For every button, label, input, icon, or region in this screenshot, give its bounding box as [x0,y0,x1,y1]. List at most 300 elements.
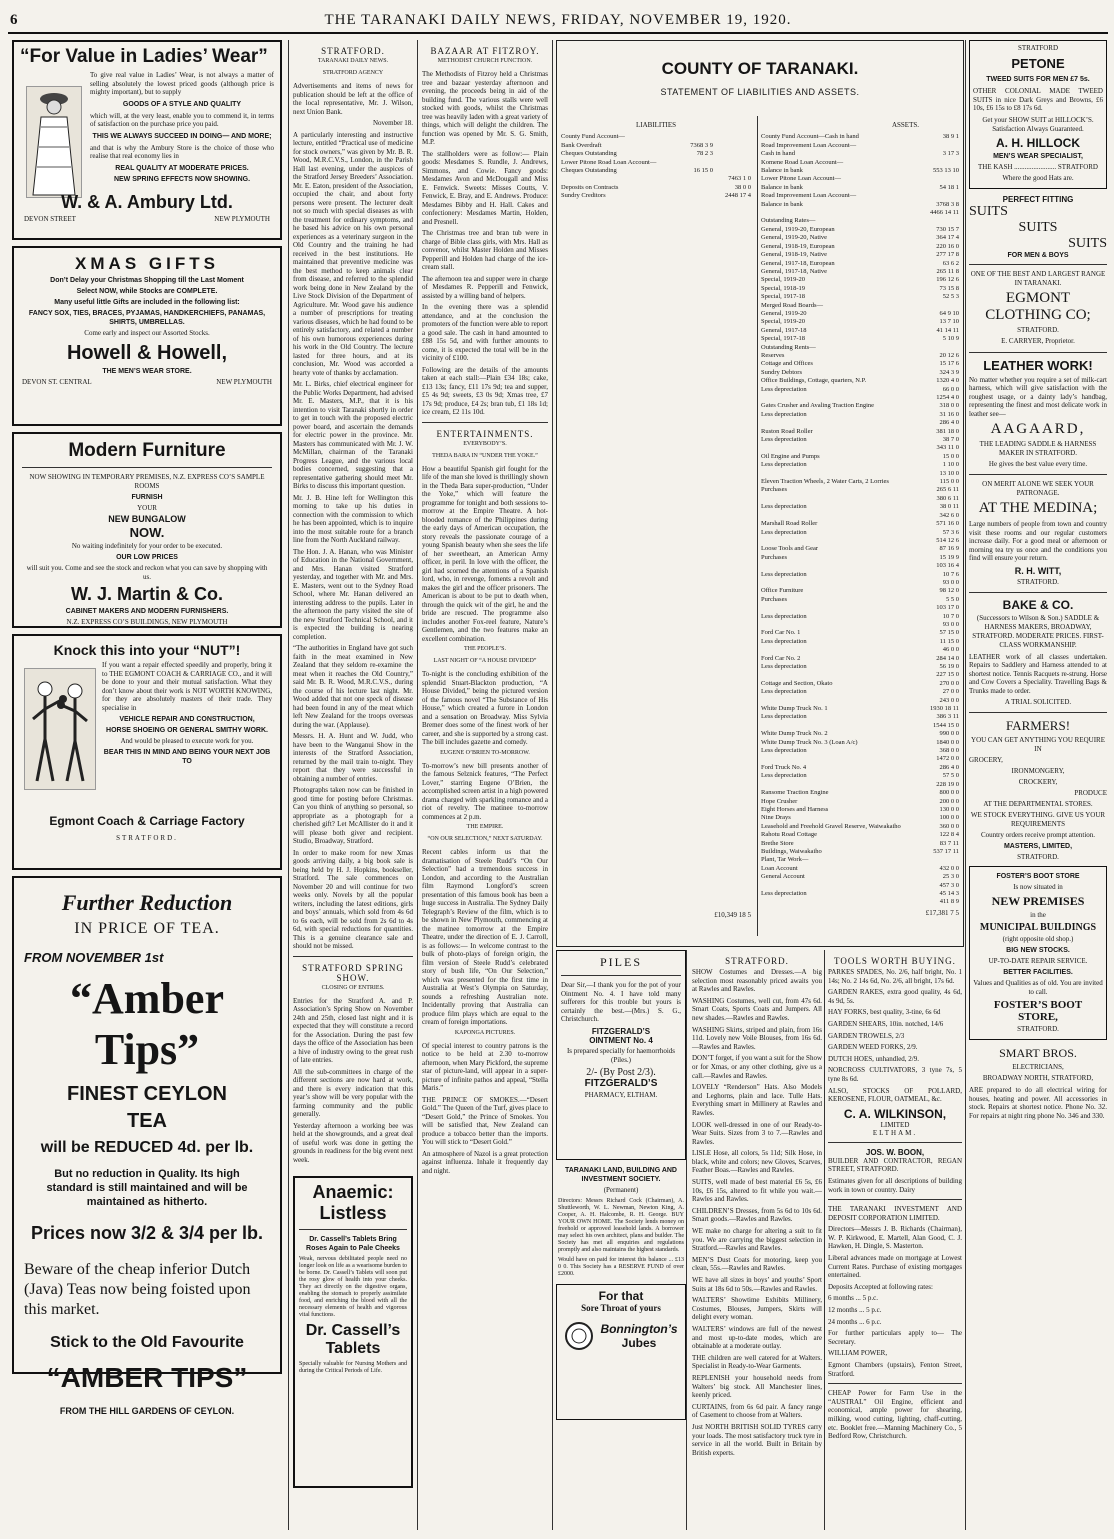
column-rule [417,40,418,1530]
asset-row [761,713,959,721]
asset-row [761,789,959,797]
witt-firm: R. H. WITT, [1014,565,1062,576]
asset-row [761,814,959,822]
asset-amount: 227 15 0 [936,671,959,679]
asset-row [761,755,959,763]
asset-row [761,243,959,251]
asset-amount: 54 18 1 [939,183,959,191]
asset-label [761,537,921,545]
asset-amount: 56 19 0 [939,663,959,670]
asset-label: General, 1918-19, European [761,242,835,250]
asset-row [761,781,959,789]
smart-sub: ELECTRICIANS, [1012,1063,1064,1071]
farmers-heading: FARMERS! [1005,718,1071,733]
stratford-para: The Hon. J. A. Hanan, who was Minister of Education in the National Government, and Mrs. Hanan visited Stratford yesterday, and together with Mr. and Mrs. E. Masters, went out to the Sydney Road School, where Mr. Hanan delivered an interesting address to the pupils. Later in the afternoon the party visited the site of the new Stratford Technical School, and it is expected the building is nearing completion. [293,547,413,641]
asset-amount: 13 7 10 [939,318,959,326]
asset-label: Plant, Tar Work— [761,856,809,864]
liability-row [561,192,751,200]
asset-label [761,646,921,654]
foster-line3: NEW PREMISES [991,894,1085,908]
foster-line9: BETTER FACILITIES. [1003,969,1073,976]
asset-amount: 11 15 0 [939,637,959,645]
classified-item: WALTERS’ windows are full of the newest and most up-to-date modes, which are obtainable at a moderate outlay. [692,1324,822,1351]
asset-label: Balance in bank [761,167,803,175]
asset-amount: 286 4 0 [939,419,959,427]
tools-item: ALSO, STOCKS OF POLLARD, KEROSENE, FLOUR, OATMEAL, &c. [828,1086,962,1104]
bake-heading: BAKE & CO. [1002,597,1074,612]
cassells-tablets-ad [293,1176,413,1488]
asset-amount: 45 14 3 [939,889,959,897]
tools-item: GARDEN TROWELS, 2/3 [828,1031,905,1040]
asset-row [761,486,959,494]
asset-label: Road Improvement Loan Account— [761,141,857,149]
asset-label: Less depreciation [761,410,807,418]
ambury-line3: REAL QUALITY AT MODERATE PRICES. [115,164,249,172]
asset-label: General, 1917-18, European [761,259,835,267]
liability-amount [713,167,751,175]
liability-amount: 7368 3 9 [690,141,713,149]
tools-item: HAY FORKS, best quality, 3-tine, 6s 6d [828,1008,941,1017]
investment-rate: 24 months ... 6 p.c. [828,1317,882,1326]
asset-amount: 228 19 0 [936,780,959,788]
ambury-headline: “For Value in Ladies’ Wear” [20,46,268,67]
asset-row [761,596,959,604]
asset-amount: 243 0 0 [939,696,959,704]
asset-label: Less depreciation [761,436,807,444]
asset-row [761,402,959,410]
page-number: 6 [10,12,19,28]
asset-label [761,604,921,612]
asset-label: General, 1919-20, Native [761,234,828,242]
asset-row [761,184,959,192]
asset-label: Office Furniture [761,587,804,595]
liability-label: Deposits on Contracts [561,183,619,191]
asset-amount: 1930 18 11 [929,705,959,713]
bonnington-jubes-ad [556,1284,686,1420]
asset-label: Special, 1918-19 [761,284,806,292]
nut-line4: BEAR THIS IN MIND AND BEING YOUR NEXT JOB TO [103,749,271,765]
liabilities-table [561,121,751,919]
farmers-line5: PRODUCE [1074,789,1107,797]
asset-row [761,873,959,881]
leather-body: No matter whether you require a set of milk-cart harness, which will give satisfaction with the roughest usage, or a dainty lady’s handbag, representing the finest and most delicate work in leather see— [969,375,1107,418]
asset-label: Ruston Road Roller [761,427,813,435]
jubes-tin-icon [564,1321,594,1351]
asset-row [761,470,959,478]
column-rule [965,40,966,1530]
nut-town: STRATFORD. [116,834,178,842]
asset-amount: 265 6 11 [936,486,959,494]
asset-amount: 57 15 0 [939,629,959,637]
asset-amount [921,302,959,310]
petone-line1: TWEED SUITS FOR MEN £7 5s. [986,76,1090,83]
farmers-ad [969,718,1107,862]
bonnington-line4: Jubes [621,1336,657,1350]
bazaar-subhead: METHODIST CHURCH FUNCTION. [437,58,533,64]
classified-item: LOVELY “Renderson” Hats. Also Models and Leghorns, plain and lace. Tulle Hats. Everything smart in Millinery at Rawles and Rawles. [692,1083,822,1117]
asset-label: Less depreciation [761,528,807,536]
asset-row [761,621,959,629]
bake-sub: (Successors to Wilson & Son.) SADDLE & HARNESS MAKERS, BROADWAY, STRATFORD. MODERATE PRICES. FIRST-CLASS WORKMANSHIP. [972,613,1104,649]
asset-amount: 343 11 0 [936,444,959,452]
asset-label: Special, 1917-18 [761,335,806,343]
asset-label: Office Buildings, Cottage, quarters, N.P. [761,377,867,385]
nut-line3: And would be pleased to execute work for you. [120,737,254,745]
ambury-line2: THIS WE ALWAYS SUCCEED IN DOING— AND MORE; [92,132,272,140]
investment-advances: Liberal advances made on mortgage at Lowest Current Rates. Purchase of existing mortgages entertained. [828,1254,962,1280]
asset-amount: 990 0 0 [939,730,959,738]
classified-item: WALTERS’ Showtime Exhibits Millinery, Costumes, Blouses, Jumpers, Skirts will delight every woman. [692,1296,822,1322]
empire-para: Recent cables inform us that the dramatisation of Steele Rudd’s “On Our Selection” had a tremendous success in London, and according to the Australian film Raymond Longford’s screen presentation of this famous book has been a huge success in Australia. The Sydney Daily Telegraph’s Review of the film, which is to be shown in New Plymouth, commencing at the matinee tomorrow at the Empire Theatre, under the direction of E. J. Carroll, is as follows:— In welcome contrast to the bulk of photo-plays of foreign origin, the film version of Steele Rudd’s celebrated story of bush life, “On Our Selection,” which was presented for the first time in Australia at West’s Olympia on Saturday, sounds a refreshing Australian note. Incidentally proving that Australia can produce film plays which are equal to the cream of foreign importations. [422,848,548,1026]
stratford-news-column [293,40,413,1530]
asset-label [761,470,921,478]
furniture-address: N.Z. EXPRESS CO’S BUILDINGS, NEW PLYMOUTH [66,618,228,626]
asset-row [761,671,959,679]
asset-amount: 318 0 0 [939,402,959,410]
asset-amount [921,856,959,864]
farmers-line6: AT THE DEPARTMENTAL STORES. [983,800,1093,808]
everybodys-subhead: THEDA BARA IN “UNDER THE YOKE.” [432,452,538,459]
asset-amount: 115 0 0 [939,478,959,486]
asset-row [761,688,959,696]
asset-label: General, 1917-18, Native [761,267,828,275]
liability-label [561,175,675,183]
ambury-intro3: and that is why the Ambury Store is the choice of those who realise that real economy lies in [90,143,274,160]
county-divider [757,116,758,936]
asset-row [761,478,959,486]
asset-amount: 38 7 0 [942,436,959,444]
stratford-para: In order to make room for new Xmas goods arriving daily, a big book sale is being held by H. J. Hopkins, bookseller, Stratford. The sale commences on November 20 and will continue for two weeks only. Novels by all the popular writers, including the latest editions, girls and boys’ annuals, which sold from 4s 6d to 6s each, will be sold from 2s 6d to 4s 6d, with special reductions for quantities. This is a genuine clearance sale and should not be missed. [293,848,413,950]
asset-amount: 368 0 0 [939,747,959,755]
stratford-para: “The authorities in England have got such faith in the meat examined in New Zealand that they seldom re-examine the meat when it reaches the Old Country,” said Mr. B. R. Wood, M.R.C.V.S., during the course of his lecture last night. Mr. Wood added that not one speck of disease had been found in any of the meat which left New Zealand for the troops overseas during the war. (Applause). [293,644,413,729]
asset-label [761,755,921,763]
liability-label: Lower Pitone Road Loan Account— [561,158,657,166]
asset-label: Less depreciation [761,503,807,511]
asset-row [761,806,959,814]
asset-row [761,293,959,301]
wilkinson-town: ELTHAM. [872,1128,918,1137]
asset-row [761,335,959,343]
asset-row [761,747,959,755]
investment-directors: Directors—Messrs J. B. Richards (Chairman), W. P. Kirkwood, E. Martell, Alan Good, C. J. Hawken, H. Dingle, S. Masterton. [828,1225,962,1251]
land-building-heading: TARANAKI LAND, BUILDING AND INVESTMENT SOCIETY. [565,1167,677,1183]
kaponga-heading: KAPONGA PICTURES. [454,1029,516,1036]
county-statement [556,40,964,947]
liability-amount [713,159,751,167]
asset-amount: 73 15 8 [939,284,959,292]
asset-label: Less depreciation [761,461,807,469]
asset-amount: 100 0 0 [939,814,959,822]
bazaar-para: The stallholders were as follow:— Plain goods: Mesdames S. Rundle, J. Andrews, Simmons, and Cowie. Fancy goods: Mesdames Avon and McDougall and Miss E. Fenwick. Sweets: Misses Coutts, V. Fenwick, E. Bray, and E. Andrews. Produce: Mesdames Bibby and H. Hall. Cakes and confectionery: Mesdames Martin, Holden, and Presnell. [422,149,548,226]
hillock-firm: A. H. HILLOCK [996,135,1080,150]
asset-row [761,655,959,663]
asset-amount: 220 16 0 [936,242,959,250]
bazaar-para: The Christmas tree and bran tub were in charge of Bible class girls, with Mrs. Hall as convenor, whilst Master Holden and Misses Pepperill and Holden had charge of the ice-cream stall. [422,229,548,271]
everybodys-heading: EVERYBODY’S. [463,440,507,447]
asset-row [761,764,959,772]
asset-row [761,352,959,360]
asset-label [761,579,921,587]
foster-line12: STRATFORD. [1017,1025,1059,1033]
empire-heading: THE EMPIRE. [466,824,504,830]
asset-amount: 286 4 0 [939,763,959,771]
asset-row [761,369,959,377]
asset-row [761,386,959,394]
xmas-gifts-ad [12,246,282,426]
classified-heading: STRATFORD. [725,956,789,966]
asset-row [761,209,959,217]
boon-name: JOS. W. BOON, [865,1147,925,1157]
medina-body: Large numbers of people from town and country visit these rooms and our regular customers increase daily. For a good meal or afternoon or morning tea try us once and the conditions you find will ensure your return. [969,520,1107,562]
tools-item: DUTCH HOES, unhandled, 2/9. [828,1054,919,1063]
asset-row [761,646,959,654]
tools-item: GARDEN WEED FORKS, 2/9. [828,1043,918,1052]
asset-label: Loan Account [761,864,798,872]
asset-label: Leasehold and Freehold Gravel Reserve, Waiwakaiho [761,822,901,830]
ambury-intro2: which will, at the very least, enable you to commend it, in terms of satisfaction on the purchase price you paid. [90,111,274,128]
liability-label: Cheques Outstanding [561,150,617,158]
asset-row [761,798,959,806]
farmers-line4: CROCKERY, [1018,778,1058,786]
asset-label: Ford Car No. 2 [761,654,801,662]
asset-row [761,428,959,436]
stratford-para: Messrs. H. A. Hunt and W. Judd, who have been to the Wanganui Show in the interests of the Stratford Association, returned by the mail train to-night. They report that they were successful in obtaining a number of entries. [293,732,413,783]
piles-body: Dear Sir,—I thank you for the pot of your Ointment No. 4. I have told many sufferers for this trouble but yours is certainly the best.—(Mrs.) S. G., Christchurch. [561,981,681,1023]
ambury-line1: GOODS OF A STYLE AND QUALITY [122,100,242,108]
asset-label: Less depreciation [761,385,807,393]
entertainments-column [422,40,548,1530]
asset-row [761,730,959,738]
stratford-para: A particularly interesting and instructive lecture, entitled “Practical use of medicine for stock owners,” was given by Mr. B. R. Wood, M.R.C.V.S., London, in the Parish Hall last evening, under the auspices of the Stratford Jersey Breeders’ Association. Mr. E. Eaton, president of the Association, occupied the chair, and about forty persons were present. The lecturer dealt not so much with special diseases as with the treatment for ordinary symptoms, and he based his advice on his own personal experiences as a veterinary surgeon in the Old Country and the training he had received in the best institutions. He maintained that preventive medicine was the best method to keep animals clear from disease, and referred to the splendid work being done in New Zealand by the Live Stock Division of the Department of Agriculture. Mr. Wood gave his audience a number of prescriptions for treating various diseases, which he had found to be entirely satisfactory, and related a number of his own humorous experiences during his work in the Old Country. The lecture lasted for three hours, and at its conclusion, Mr. Wood was accorded a hearty vote of thanks by acclamation. [293,130,413,377]
nut-line2: HORSE SHOEING OR GENERAL SMITHY WORK. [106,727,268,734]
classified-item: LOOK well-dressed in one of our Ready-to-Wear Suits. Sizes from 3 to 7.—Rawles and Rawles. [692,1120,822,1146]
smart-address: BROADWAY NORTH, STRATFORD, [982,1074,1094,1082]
county-title: COUNTY OF TARANAKI. [661,59,859,78]
smart-bros-ad [969,1046,1107,1120]
tea-line5: FINEST CEYLON [66,1083,227,1105]
investment-further: For further particulars apply to— The Secretary. [828,1329,962,1346]
furniture-sub: CABINET MAKERS AND MODERN FURNISHERS. [65,608,229,615]
asset-amount: 411 8 9 [939,898,959,906]
asset-amount: 52 5 3 [942,293,959,301]
asset-label: Balance in bank [761,183,803,191]
furniture-line4: NEW BUNGALOW [108,514,186,524]
piles-name: FITZGERALD’S [591,1026,651,1036]
lady-figure-illustration [26,86,82,198]
asset-label: Ransome Traction Engine [761,789,829,797]
asset-amount: 46 0 0 [942,646,959,654]
asset-row [761,722,959,730]
tea-line12: “AMBER TIPS” [46,1362,248,1393]
land-building-notice [556,1166,686,1278]
asset-label: Cottage and Offices [761,360,813,368]
masthead [8,10,1108,34]
asset-amount: 38 9 1 [942,133,959,141]
anaemic-body: Weak, nervous debilitated people need no longer look on life as a wearisome burden to be borne. Dr. Cassell’s Tablets will soon put the rosy glow of health into your cheeks. They act directly on the digestive organs, enabling the stomach to properly assimilate food, and enriching the blood with all the necessary elements of health and vigorous vital functions. [299,1256,407,1318]
land-building-body: Directors: Messrs Richard Cock (Chairman), A. Shuttleworth, W. L. Newman, Newton King, A. Cooper, A. H. Halcombe, R. H. George. BUY YOUR OWN HOME. The Society lends money on freehold or approved leasehold lands. A borrower may select his own architect, plans and builder. The Society has met all enquiries and regulations promptly and also maintains the highest standards. [558,1198,684,1253]
left-ad-column [12,40,282,1416]
investment-address: Egmont Chambers (upstairs), Fenton Street, Stratford. [828,1361,962,1378]
asset-amount: 93 0 0 [942,578,959,586]
asset-label: White Dump Truck No. 1 [761,705,828,713]
liability-amount: 16 15 0 [693,167,713,175]
asset-row [761,865,959,873]
asset-row [761,604,959,612]
petone-line2: OTHER COLONIAL MADE TWEED SUITS in nice Dark Greys and Browns, £6 10s, £6 15s to £8 17s 6d. [973,87,1103,112]
assets-heading: ASSETS. [891,121,919,129]
asset-amount: 342 6 0 [939,511,959,519]
peoples-subhead: LAST NIGHT OF “A HOUSE DIVIDED” [433,658,537,664]
asset-row [761,562,959,570]
ambury-intro: To give real value in Ladies’ Wear, is not always a matter of selling absolutely the lowest priced goods (although price is mighty important), but to supply [90,71,274,96]
asset-row [761,663,959,671]
liability-row [561,133,751,141]
farmers-line8: Country orders receive prompt attention. [980,831,1096,839]
foster-line6: (right opposite old shop.) [1002,935,1074,943]
stratford-para: Photographs taken now can be finished in good time for posting before Christmas. Can you think of anything so personal, so appropriate as a photograph for a cherished gift? Let McAllister do it and it will please both giver and recipient. Studio, Broadway, Stratford. [293,786,413,845]
asset-amount [921,142,959,150]
asset-amount [921,159,959,167]
asset-row [761,150,959,158]
classified-item: THE children are well catered for at Walters. Specialist in Ready-to-Wear Garments. [692,1353,822,1371]
asset-amount: 730 15 7 [936,225,959,233]
asset-row [761,840,959,848]
liability-label: Bank Overdraft [561,141,602,149]
asset-amount: 3 17 3 [942,150,959,158]
asset-row [761,571,959,579]
tea-line7: will be REDUCED 4d. per lb. [40,1139,254,1156]
tea-line2: IN PRICE OF TEA. [74,920,220,937]
tea-line11: Stick to the Old Favourite [50,1334,244,1351]
asset-amount: 57 5 0 [942,772,959,780]
asset-row [761,697,959,705]
boon-trade: BUILDER AND CONTRACTOR, REGAN STREET, STRATFORD. [828,1156,962,1174]
fitting-line5: FOR MEN & BOYS [1007,251,1069,259]
aagaard-firm: AAGAARD, [990,421,1086,437]
asset-amount: 10 7 6 [942,570,959,578]
entertainments-heading: ENTERTAINMENTS. [436,428,534,439]
asset-label [761,512,921,520]
classified-item: Just NORTH BRITISH SOLID TYRES carry your loads. The most satisfactory truck tyre in service in all the world. Built in Britain by British experts. [692,1422,822,1457]
liabilities-total: £10,349 18 5 [714,911,751,919]
classified-item: WASHING Costumes, well cut, from 47s 6d. Smart Coats, Sports Coats and Jumpers. All new shades.—Rawles and Rawles. [692,996,822,1022]
asset-label: Ford Car No. 1 [761,629,801,637]
asset-label: Komene Road Loan Account— [761,158,844,166]
medina-heading: AT THE MEDINA; [978,500,1098,516]
nut-line1: VEHICLE REPAIR AND CONSTRUCTION, [119,716,255,723]
foster-line4: in the [1030,911,1046,919]
obrien-para: To-morrow’s new bill presents another of the famous Selznick features, “The Perfect Lover,” starring Eugene O’Brien, the accomplished screen artist in a high powered drama charged with sparkling romance and a riot of revelry. The matinee to-morrow commences at 2 p.m. [422,761,548,821]
asset-row [761,680,959,688]
tea-line6: TEA [127,1110,167,1132]
stratford-para: Mr. J. B. Hine left for Wellington this morning to take up his duties in connection with the commission to which he has been appointed, which is to inquire into the most suitable route for a branch line from the North Auckland railway. [293,493,413,544]
bazaar-para: In the evening there was a splendid attendance, and at the conclusion the promoters of the function were able to report a good sale. The cash in hand amounted to £88 15s 5d, and with further amounts to come, it is expected the total will be in the vicinity of £100. [422,303,548,362]
furniture-line6: No waiting indefinitely for your order to be executed. [71,542,223,550]
fitting-line4: SUITS [1068,235,1107,251]
nut-headline: Knock this into your “NUT”! [53,642,241,658]
asset-label [761,621,921,629]
asset-label: Less depreciation [761,688,807,696]
xmas-firm: Howell & Howell, [66,342,228,364]
masters-town: STRATFORD. [1017,853,1059,861]
furniture-firm: W. J. Martin & Co. [70,584,223,604]
empire-subhead: “ON OUR SELECTION,” NEXT SATURDAY. [427,836,543,842]
column-rule [288,40,289,1530]
tea-line13: FROM THE HILL GARDENS OF CEYLON. [59,1406,235,1416]
farmers-line2: GROCERY, [969,756,1003,764]
asset-label [761,394,921,402]
asset-amount: 41 14 11 [936,326,959,334]
asset-row [761,898,959,906]
asset-amount: 1320 4 0 [936,377,959,385]
asset-row [761,613,959,621]
boxers-icon [25,669,95,789]
xmas-sub: THE MEN’S WEAR STORE. [102,368,192,375]
stratford-date: November 18. [372,119,413,127]
assets-total: £17,381 7 5 [925,908,959,917]
asset-amount: 63 6 2 [942,259,959,267]
asset-label: General, 1918-19, Native [761,251,828,259]
anaemic-line3: Dr. Cassell’s Tablets Bring Roses Again to Pale Cheeks [306,1236,400,1252]
asset-label: Less depreciation [761,570,807,578]
asset-amount: 196 12 6 [936,276,959,284]
tea-line3: FROM NOVEMBER 1st [24,950,164,965]
asset-label: Outstanding Rents— [761,343,816,351]
desert-gold-para: THE PRINCE OF SMOKES.—“Desert Gold.” The Queen of the Turf, gives place to “Desert Gold,” the Prince of Smokes. You will be satisfied that, New Zealand can produce a tobacco better than the imports. You will stick to “Desert Gold.” [422,1095,548,1146]
asset-amount: 15 0 0 [942,452,959,460]
asset-row [761,159,959,167]
asset-row [761,848,959,856]
egmont-clothing-firm: EGMONT CLOTHING CO; [985,289,1091,323]
bonnington-line3: Bonnington’s [600,1322,678,1336]
liability-label: Sundry Creditors [561,192,606,200]
asset-row [761,739,959,747]
asset-amount: 1840 0 0 [936,738,959,746]
asset-label [761,722,921,730]
asset-label: Lower Pitone Loan Account— [761,175,841,183]
xmas-line5: Come early and inspect our Assorted Stocks. [84,329,210,337]
county-subtitle: STATEMENT OF LIABILITIES AND ASSETS. [660,87,860,97]
asset-amount: 360 0 0 [939,822,959,830]
asset-label: Buildings, Waiwakaiho [761,847,822,855]
asset-label: Marshall Road Roller [761,520,818,528]
asset-row [761,629,959,637]
furniture-line2: FURNISH [131,494,163,501]
foster-line5: MUNICIPAL BUILDINGS [979,922,1097,933]
bazaar-para: The afternoon tea and supper were in charge of Mesdames R. Pepperill and Fenwick, assisted by a willing band of helpers. [422,274,548,300]
asset-amount: 364 17 4 [936,234,959,242]
asset-row [761,217,959,225]
asset-amount: 130 0 0 [939,805,959,813]
piles-price: 2/- (By Post 2/3). [586,1066,656,1078]
investment-name: THE TARANAKI INVESTMENT AND DEPOSIT CORPORATION LIMITED. [828,1205,962,1222]
asset-row [761,276,959,284]
hillock-where: Where the good Hats are. [1002,173,1074,182]
asset-label: Loose Tools and Gear [761,545,819,553]
asset-label: Oil Engine and Pumps [761,452,820,460]
liability-row [561,142,751,150]
asset-label: Less depreciation [761,747,807,755]
asset-amount: 93 0 0 [942,620,959,628]
piles-name2: OINTMENT No. 4 [589,1035,653,1045]
asset-amount [921,192,959,200]
bake-trial: A TRIAL SOLICITED. [1004,698,1072,706]
medina-ad [969,480,1107,587]
liability-amount: 78 2 3 [696,150,713,158]
asset-amount: 27 0 0 [942,688,959,696]
smart-body: ARE prepared to do all electrical wiring for houses, heating and power. All accessories in stock. Repairs at shortest notice. Phone No. 32. For repairs at night ring phone No. 346 and 330. [969,1086,1107,1120]
peoples-para: To-night is the concluding exhibition of the splendid Stuart-Blackton production, “A House Divided,” being the pictured version of the famous novel “The Substance of His House,” which created a furore in London and a sensation on Broadway. Miss Sylvia Bremer does some of the finest work of her career, and she is supported by a strong cast. The bill includes gazette and comedy. [422,670,548,746]
